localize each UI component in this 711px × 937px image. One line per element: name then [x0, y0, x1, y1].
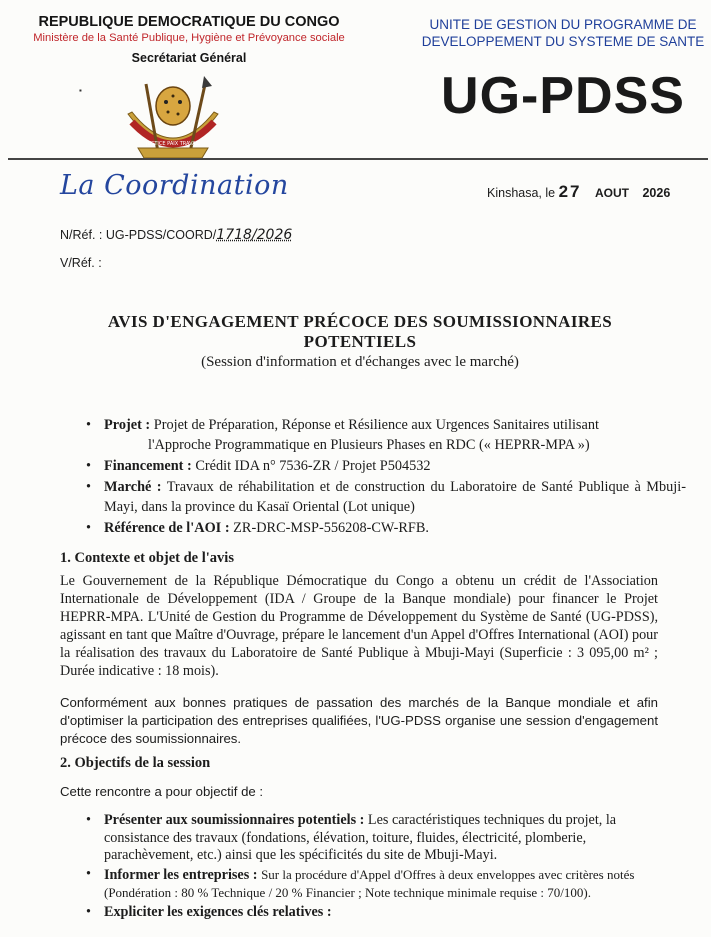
aoi-label: Référence de l'AOI :	[104, 520, 230, 536]
unit-header	[418, 16, 708, 126]
your-reference: V/Réf. :	[60, 256, 102, 270]
objective-label: Expliciter les exigences clés relatives :	[104, 903, 332, 920]
section2-heading: 2. Objectifs de la session	[60, 755, 211, 771]
unit-acronym: UG-PDSS	[441, 67, 685, 125]
office-name: La Coordination	[60, 170, 289, 201]
date-prefix: Kinshasa, le	[487, 186, 556, 200]
our-reference	[60, 227, 292, 243]
title-line2: POTENTIELS	[303, 332, 417, 351]
coat-of-arms-emblem	[118, 74, 228, 160]
nref-number: 1718/2026	[216, 227, 293, 243]
notice-title	[40, 312, 680, 352]
unit-name-line1: UNITE DE GESTION DU PROGRAMME DE	[429, 17, 697, 32]
project-info-list	[86, 415, 686, 539]
list-item	[86, 866, 666, 903]
scan-mark: ▪	[79, 86, 82, 95]
financement-value: Crédit IDA n° 7536-ZR / Projet P504532	[195, 458, 431, 474]
section1-heading: 1. Contexte et objet de l'avis	[60, 550, 234, 566]
unit-name-line2: DEVELOPPEMENT DU SYSTEME DE SANTE	[421, 34, 705, 49]
ministry-header	[8, 14, 370, 67]
date-day: 27	[558, 182, 582, 201]
list-item	[86, 415, 686, 455]
emblem-motto: JUSTICE PAIX TRAVAIL	[146, 141, 200, 147]
date-year: 2026	[642, 186, 671, 200]
objectives-list	[86, 812, 666, 922]
notice-subtitle: (Session d'information et d'échanges avec le marché)	[201, 354, 519, 370]
objective-label: Informer les entreprises :	[104, 866, 258, 883]
financement-label: Financement :	[104, 458, 192, 474]
list-item	[86, 904, 666, 922]
section1-paragraph2: Conformément aux bonnes pratiques de passation des marchés de la Banque mondiale et afin d'optimiser la participation des entreprises qualifiées, l'UG-PDSS organise une session d'engagement précoce des soumissionnaires.	[60, 695, 658, 746]
section1-paragraph1: Le Gouvernement de la République Démocratique du Congo a obtenu un crédit de l'Association Internationale de Développement (IDA / Groupe de la Banque mondiale) pour financer le Projet HEPRR-MPA. L'Unité de Gestion du Programme de Développement du Système de Santé (UG-PDSS), agissant en tant que Maître d'Ouvrage, prépare le lancement d'un Appel d'Offres International (AOI) pour la réalisation des travaux du Laboratoire de Santé Publique à Mbuji-Mayi (Superficie : 3 095,00 m² ; Durée indicative : 18 mois).	[60, 573, 658, 679]
ministry-name: Ministère de la Santé Publique, Hygiène et Prévoyance sociale	[33, 32, 345, 44]
header-divider	[8, 158, 708, 160]
secretariat-name: Secrétariat Général	[131, 51, 247, 65]
projet-value: Projet de Préparation, Réponse et Résilience aux Urgences Sanitaires utilisant	[153, 417, 599, 433]
objective-text: Sur la procédure d'Appel d'Offres à deux enveloppes avec critères notés (Pondération : 80 % Technique / 20 % Financier ; Note technique minimale requise : 70/100).	[104, 866, 635, 900]
objective-label: Présenter aux soumissionnaires potentiels :	[104, 812, 365, 828]
section2-intro: Cette rencontre a pour objectif de :	[60, 784, 264, 799]
list-item	[86, 477, 686, 517]
date-month: AOUT	[595, 186, 629, 200]
marche-label: Marché :	[104, 479, 162, 495]
projet-value-cont: l'Approche Programmatique en Plusieurs Phases en RDC (« HEPRR-MPA »)	[148, 437, 590, 453]
marche-value: Travaux de réhabilitation et de construction du Laboratoire de Santé Publique à Mbuji-Mayi, dans la province du Kasaï Oriental (Lot unique)	[104, 479, 686, 515]
list-item	[86, 518, 686, 538]
letter-date	[487, 182, 670, 202]
republic-name: REPUBLIQUE DEMOCRATIQUE DU CONGO	[38, 14, 340, 30]
projet-label: Projet :	[104, 417, 151, 433]
list-item	[86, 456, 686, 476]
title-line1: AVIS D'ENGAGEMENT PRÉCOCE DES SOUMISSIONNAIRES	[107, 312, 613, 331]
list-item	[86, 812, 666, 865]
objective-text: Les caractéristiques techniques du projet, la consistance des travaux (fondations, élévation, toiture, fluides, électricité, plomberie, parachèvement, etc.) ainsi que les spécificités du site de Mbuji-Mayi.	[104, 812, 617, 863]
nref-label: N/Réf. : UG-PDSS/COORD/	[60, 228, 217, 242]
aoi-value: ZR-DRC-MSP-556208-CW-RFB.	[233, 520, 429, 536]
